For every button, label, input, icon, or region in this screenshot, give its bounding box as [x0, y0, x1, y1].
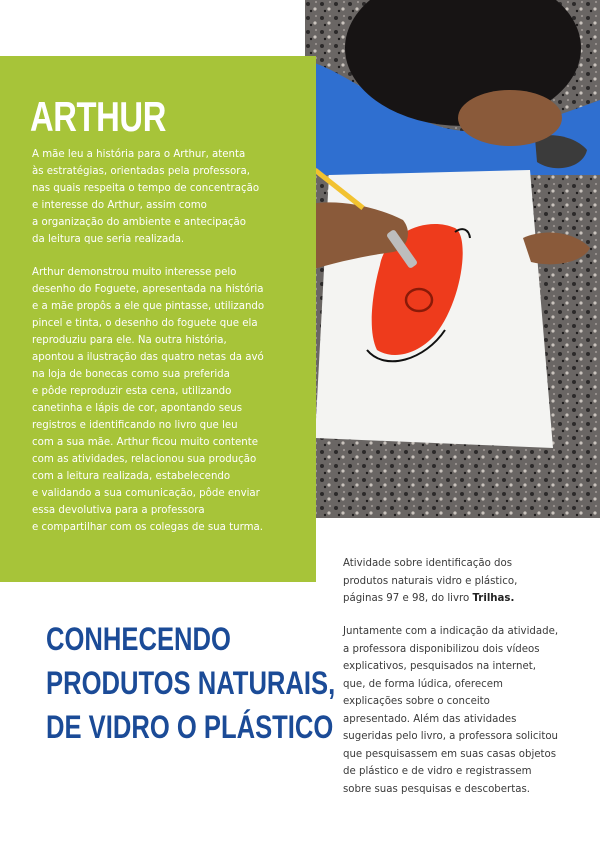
activity-description	[343, 555, 578, 608]
activity-text: Atividade sobre identificação dos produtos naturais vidro e plástico, páginas 97 e 98, do livro	[343, 558, 518, 604]
student-name: ARTHUR	[30, 93, 166, 140]
activity-details: Juntamente com a indicação da atividade, a professora disponibilizou dois vídeos explicativos, pesquisados na internet, que, de forma lúdica, oferecem explicações sobre o conceito apresentado. Além das atividades sugeridas pelo livro, a professora solicitou que pesquisassem em suas casas objetos de plástico e de vidro e registrassem sobre suas pesquisas e descobertas.	[343, 626, 559, 795]
activity-photo	[305, 0, 600, 518]
profile-paragraph-1: A mãe leu a história para o Arthur, atenta às estratégias, orientadas pela professora, nas quais respeita o tempo de concentração e interesse do Arthur, assim como a organização do ambiente e antecipação da leitura que seria realizada.	[32, 149, 260, 245]
profile-paragraph-2: Arthur demonstrou muito interesse pelo desenho do Foguete, apresentada na história e a mãe propôs a ele que pintasse, utilizando pincel e tinta, o desenho do foguete que ela reproduziu para ele. Na outra história, apontou a ilustração das quatro netas da avó na loja de bonecas como sua preferida e pôde reproduzir esta cena, utilizando canetinha e lápis de cor, apontando seus registros e identificando no livro que leu com a sua mãe. Arthur ficou muito contente com as atividades, relacionou sua produção com a leitura realizada, estabelecendo e validando a sua comunicação, pôde enviar essa devolutiva para a professora e compartilhar com os colegas de sua turma.	[32, 267, 265, 533]
book-title: Trilhas.	[472, 593, 515, 604]
section-heading: CONHECENDO PRODUTOS NATURAIS, DE VIDRO O PLÁSTICO	[46, 621, 336, 745]
